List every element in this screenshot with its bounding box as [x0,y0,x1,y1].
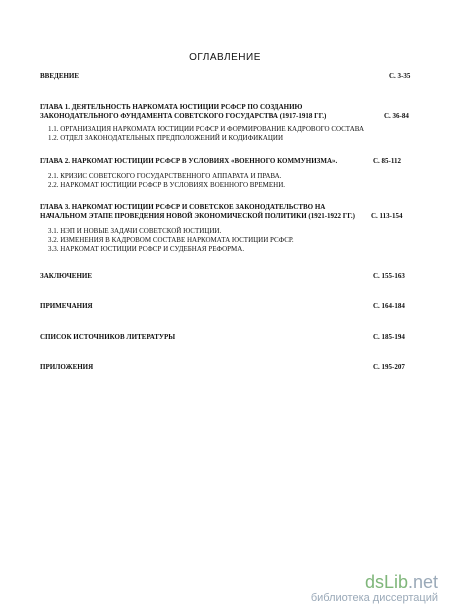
toc-ch2-sub2: 2.2. НАРКОМАТ ЮСТИЦИИ РСФСР В УСЛОВИЯХ ВОЕННОГО ВРЕМЕНИ. [48,181,286,189]
watermark-logo-main: dsLib [364,572,408,592]
toc-ch1-pages: С. 36-84 [384,112,409,120]
toc-sources-label: СПИСОК ИСТОЧНИКОВ ЛИТЕРАТУРЫ [40,333,176,341]
watermark-logo-domain: .net [407,572,438,592]
toc-intro-label: ВВЕДЕНИЕ [40,72,80,80]
toc-appendix-pages: С. 195-207 [373,363,405,371]
toc-ch2-line1: ГЛАВА 2. НАРКОМАТ ЮСТИЦИИ РСФСР В УСЛОВИЯХ «ВОЕННОГО КОММУНИЗМА». [40,157,338,165]
toc-ch1-sub1: 1.1. ОРГАНИЗАЦИЯ НАРКОМАТА ЮСТИЦИИ РСФСР И ФОРМИРОВАНИЕ КАДРОВОГО СОСТАВА [48,125,365,133]
toc-sources-pages: С. 185-194 [373,333,405,341]
toc-notes-label: ПРИМЕЧАНИЯ [40,302,93,310]
page-title: ОГЛАВЛЕНИЕ [189,52,261,63]
toc-ch3-sub2: 3.2. ИЗМЕНЕНИЯ В КАДРОВОМ СОСТАВЕ НАРКОМАТА ЮСТИЦИИ РСФСР. [48,236,294,244]
watermark-subtitle: библиотека диссертаций [310,592,438,604]
watermark-logo [311,572,438,592]
toc-intro-pages: С. 3-35 [389,72,411,80]
toc-ch3-line2: НАЧАЛЬНОМ ЭТАПЕ ПРОВЕДЕНИЯ НОВОЙ ЭКОНОМИЧЕСКОЙ ПОЛИТИКИ (1921-1922 ГГ.) [40,212,356,220]
toc-conclusion-pages: С. 155-163 [373,272,405,280]
toc-ch1-line1: ГЛАВА 1. ДЕЯТЕЛЬНОСТЬ НАРКОМАТА ЮСТИЦИИ РСФСР ПО СОЗДАНИЮ [40,103,303,111]
toc-notes-pages: С. 164-184 [373,302,405,310]
toc-ch3-sub3: 3.3. НАРКОМАТ ЮСТИЦИИ РСФСР И СУДЕБНАЯ РЕФОРМА. [48,245,245,253]
toc-ch2-sub1: 2.1. КРИЗИС СОВЕТСКОГО ГОСУДАРСТВЕННОГО АППАРАТА И ПРАВА. [48,172,282,180]
toc-ch3-pages: С. 113-154 [371,212,403,220]
toc-ch2-pages: С. 85-112 [373,157,401,165]
toc-ch3-line1: ГЛАВА 3. НАРКОМАТ ЮСТИЦИИ РСФСР И СОВЕТСКОЕ ЗАКОНОДАТЕЛЬСТВО НА [40,203,326,211]
toc-conclusion-label: ЗАКЛЮЧЕНИЕ [40,272,93,280]
watermark [311,572,438,605]
toc-ch3-sub1: 3.1. НЭП И НОВЫЕ ЗАДАЧИ СОВЕТСКОЙ ЮСТИЦИИ. [48,227,222,235]
toc-ch1-line2: ЗАКОНОДАТЕЛЬНОГО ФУНДАМЕНТА СОВЕТСКОГО ГОСУДАРСТВА (1917-1918 ГГ.) [40,112,327,120]
toc-appendix-label: ПРИЛОЖЕНИЯ [40,363,94,371]
toc-ch1-sub2: 1.2. ОТДЕЛ ЗАКОНОДАТЕЛЬНЫХ ПРЕДПОЛОЖЕНИЙ И КОДИФИКАЦИИ [48,134,284,142]
